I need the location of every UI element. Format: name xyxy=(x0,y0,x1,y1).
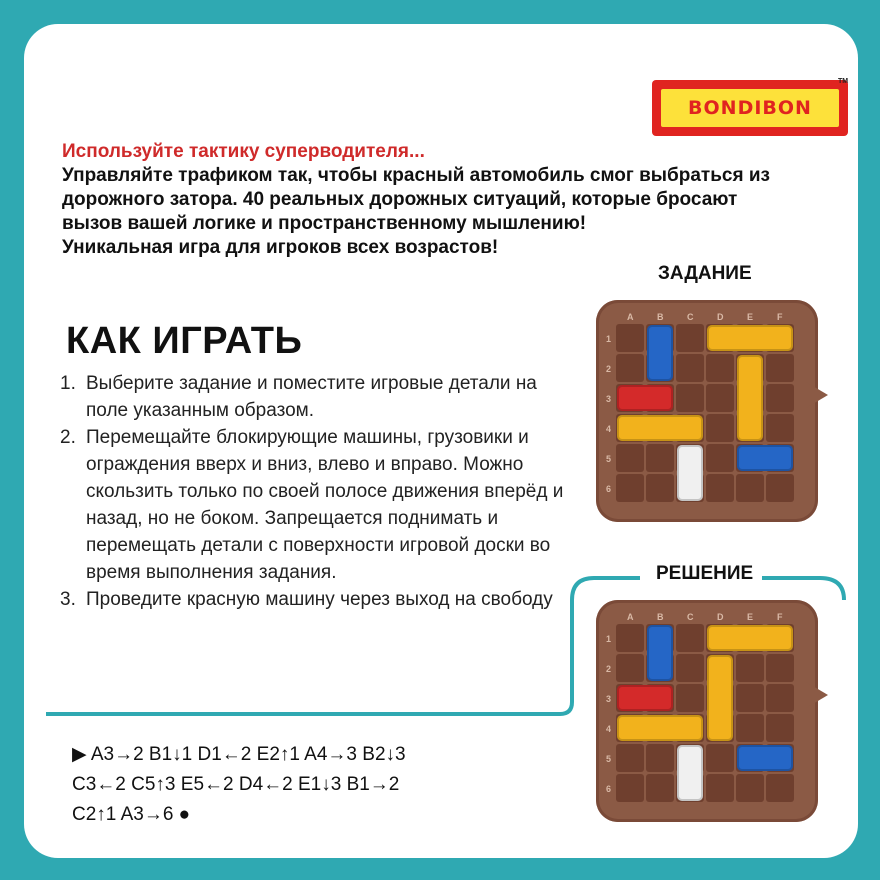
blue-car[interactable] xyxy=(737,445,793,471)
row-header: 4 xyxy=(606,424,612,434)
board-cell xyxy=(706,774,734,802)
blue-car[interactable] xyxy=(647,325,673,381)
board-cell xyxy=(736,474,764,502)
board-cell xyxy=(676,354,704,382)
board-cell xyxy=(676,684,704,712)
board-cell xyxy=(616,774,644,802)
board-cell xyxy=(766,474,794,502)
column-header: B xyxy=(657,312,664,322)
board-cell xyxy=(766,414,794,442)
board-cell xyxy=(766,684,794,712)
trademark-mark: TM xyxy=(838,78,849,85)
column-header: A xyxy=(627,312,634,322)
intro-tagline: Используйте тактику суперводителя... xyxy=(62,141,425,162)
intro-line: Уникальная игра для игроков всех возрастов! xyxy=(62,237,499,258)
board-cell xyxy=(736,714,764,742)
how-to-play-title: КАК ИГРАТЬ xyxy=(66,320,303,362)
solution-board xyxy=(596,600,818,822)
yellow-truck[interactable] xyxy=(737,355,763,441)
column-header: C xyxy=(687,612,694,622)
blue-car[interactable] xyxy=(647,625,673,681)
row-header: 2 xyxy=(606,364,612,374)
board-cell xyxy=(766,654,794,682)
row-header: 2 xyxy=(606,664,612,674)
white-car[interactable] xyxy=(677,745,703,801)
row-header: 5 xyxy=(606,454,612,464)
solution-line: C2↑1 A3→6 ● xyxy=(72,804,191,825)
solution-line: C3←2 C5↑3 E5←2 D4←2 E1↓3 B1→2 xyxy=(72,774,400,795)
white-car[interactable] xyxy=(677,445,703,501)
board-cell xyxy=(616,324,644,352)
solution-line: ▶ A3→2 B1↓1 D1←2 E2↑1 A4→3 B2↓3 xyxy=(72,744,406,765)
red-car[interactable] xyxy=(617,685,673,711)
board-cell xyxy=(706,474,734,502)
row-header: 6 xyxy=(606,784,612,794)
yellow-car[interactable] xyxy=(617,415,703,441)
board-cell xyxy=(736,684,764,712)
board-cell xyxy=(616,624,644,652)
board-cell xyxy=(616,474,644,502)
row-header: 1 xyxy=(606,334,612,344)
task-board xyxy=(596,300,818,522)
board-cell xyxy=(646,744,674,772)
board-cell xyxy=(616,744,644,772)
column-header: E xyxy=(747,312,754,322)
solution-label: РЕШЕНИЕ xyxy=(650,563,759,585)
board-cell xyxy=(706,384,734,412)
row-header: 4 xyxy=(606,724,612,734)
board-cell xyxy=(736,774,764,802)
yellow-truck[interactable] xyxy=(707,325,793,351)
board-cell xyxy=(616,654,644,682)
board-cell xyxy=(736,654,764,682)
row-header: 5 xyxy=(606,754,612,764)
board-cell xyxy=(676,384,704,412)
yellow-truck[interactable] xyxy=(707,625,793,651)
board-cell xyxy=(646,444,674,472)
yellow-car[interactable] xyxy=(617,715,703,741)
column-header: C xyxy=(687,312,694,322)
column-header: D xyxy=(717,612,724,622)
board-cell xyxy=(646,774,674,802)
yellow-truck[interactable] xyxy=(707,655,733,741)
board-cell xyxy=(676,324,704,352)
column-header: F xyxy=(777,312,783,322)
row-header: 6 xyxy=(606,484,612,494)
task-label: ЗАДАНИЕ xyxy=(652,263,758,285)
brand-name: BONDIBON xyxy=(688,97,812,119)
board-cell xyxy=(616,354,644,382)
board-cell xyxy=(676,624,704,652)
board-cell xyxy=(706,444,734,472)
step-item: 3. Проведите красную машину через выход на свободу xyxy=(60,589,553,610)
intro-line: вызов вашей логике и пространственному мышлению! xyxy=(62,213,587,234)
board-cell xyxy=(706,744,734,772)
board-cell xyxy=(766,714,794,742)
column-header: A xyxy=(627,612,634,622)
blue-car[interactable] xyxy=(737,745,793,771)
board-cell xyxy=(616,444,644,472)
board-cell xyxy=(676,654,704,682)
intro-line: Управляйте трафиком так, чтобы красный автомобиль смог выбраться из xyxy=(62,165,770,186)
board-cell xyxy=(766,384,794,412)
row-header: 3 xyxy=(606,394,612,404)
row-header: 1 xyxy=(606,634,612,644)
board-cell xyxy=(706,414,734,442)
board-cell xyxy=(706,354,734,382)
board-cell xyxy=(766,774,794,802)
column-header: E xyxy=(747,612,754,622)
column-header: D xyxy=(717,312,724,322)
board-cell xyxy=(646,474,674,502)
column-header: B xyxy=(657,612,664,622)
intro-line: дорожного затора. 40 реальных дорожных ситуаций, которые бросают xyxy=(62,189,738,210)
step-item: 1. Выберите задание и поместите игровые детали на поле указанным образом. xyxy=(60,373,537,421)
step-item: 2. Перемещайте блокирующие машины, грузовики и ограждения вверх и вниз, влево и вправо. Можно скользить только по своей полосе движения вперёд и назад, но не боком. Запрещается поднимать и перемещать детали с поверхности игровой доски во время выполнения задания. xyxy=(60,427,564,583)
board-cell xyxy=(766,354,794,382)
row-header: 3 xyxy=(606,694,612,704)
column-header: F xyxy=(777,612,783,622)
red-car[interactable] xyxy=(617,385,673,411)
solution-steps xyxy=(72,740,592,830)
